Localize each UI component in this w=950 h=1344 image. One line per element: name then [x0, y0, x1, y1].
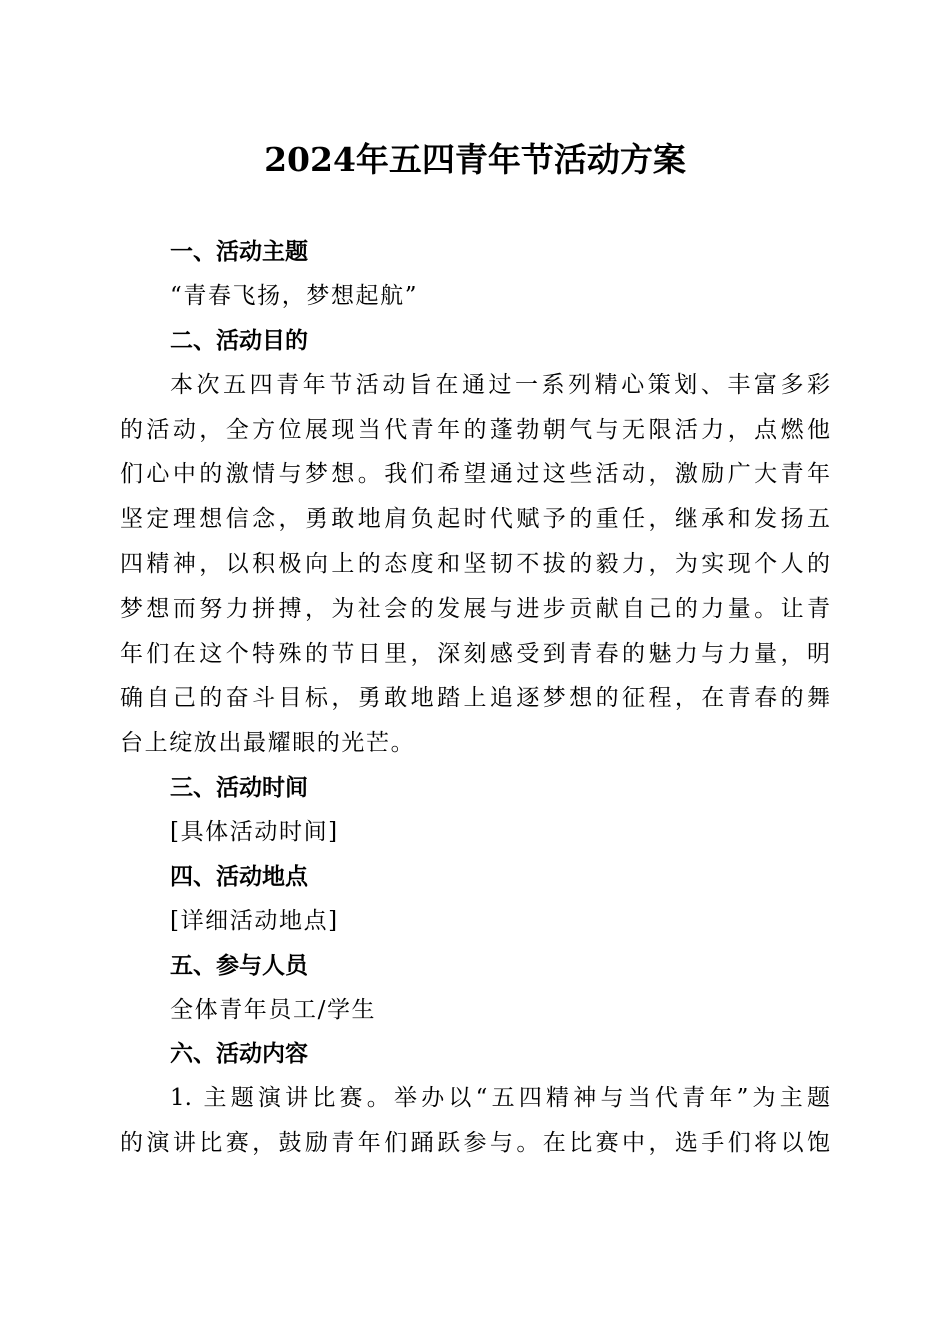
content-line: 的演讲比赛，鼓励青年们踊跃参与。在比赛中，选手们将以饱	[120, 1130, 830, 1157]
section-heading-content: 六、活动内容	[170, 1041, 308, 1068]
section-heading-participants: 五、参与人员	[170, 952, 308, 979]
purpose-line: 台上绽放出最耀眼的光芒。	[120, 730, 416, 757]
section-heading-location: 四、活动地点	[170, 863, 308, 890]
location-text: [详细活动地点]	[170, 907, 339, 934]
purpose-line: 确自己的奋斗目标，勇敢地踏上追逐梦想的征程，在青春的舞	[120, 685, 830, 712]
document-body	[120, 230, 830, 1166]
purpose-line: 的活动，全方位展现当代青年的蓬勃朝气与无限活力，点燃他	[120, 416, 830, 443]
purpose-line: 梦想而努力拼搏，为社会的发展与进步贡献自己的力量。让青	[120, 595, 830, 622]
theme-text: “青春飞扬，梦想起航”	[170, 283, 419, 309]
section-heading-time: 三、活动时间	[170, 774, 308, 801]
time-text: [具体活动时间]	[170, 818, 339, 845]
purpose-line: 们心中的激情与梦想。我们希望通过这些活动，激励广大青年	[120, 461, 830, 488]
participants-text: 全体青年员工/学生	[170, 996, 377, 1023]
purpose-line: 四精神，以积极向上的态度和坚韧不拔的毅力，为实现个人的	[120, 550, 830, 577]
section-heading-purpose: 二、活动目的	[170, 327, 308, 354]
document-title: 2024年五四青年节活动方案	[264, 140, 686, 179]
purpose-line: 本次五四青年节活动旨在通过一系列精心策划、丰富多彩	[170, 371, 830, 398]
section-heading-theme: 一、活动主题	[170, 239, 308, 265]
purpose-line: 坚定理想信念，勇敢地肩负起时代赋予的重任，继承和发扬五	[120, 506, 830, 533]
purpose-line: 年们在这个特殊的节日里，深刻感受到青春的魅力与力量，明	[120, 640, 830, 667]
content-line: 1. 主题演讲比赛。举办以“五四精神与当代青年”为主题	[170, 1085, 830, 1112]
